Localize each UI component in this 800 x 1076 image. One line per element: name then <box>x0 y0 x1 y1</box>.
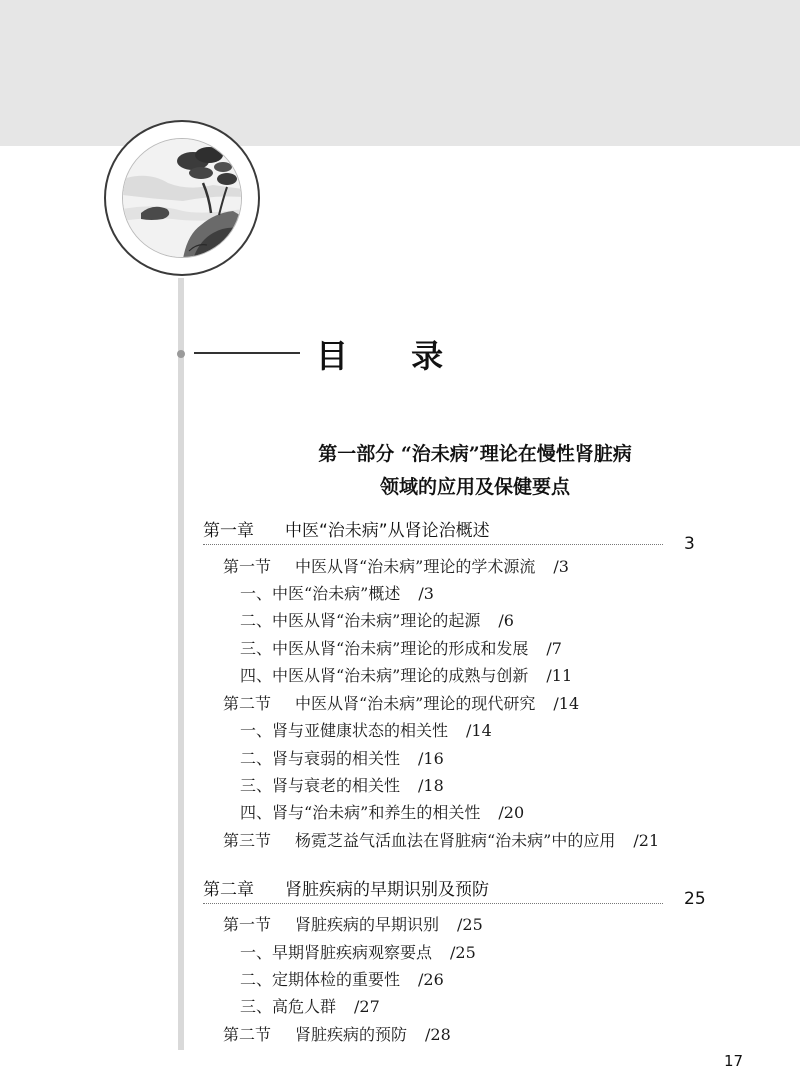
item-title: 二、中医从肾“治未病”理论的起源 <box>240 611 481 630</box>
toc-section[interactable] <box>223 554 569 577</box>
chapter-title: 中医“治未病”从肾论治概述 <box>285 521 490 541</box>
item-title: 一、早期肾脏疾病观察要点 <box>240 943 433 962</box>
chapter-number: 第一章 <box>203 521 254 541</box>
item-title: 四、肾与“治未病”和养生的相关性 <box>240 803 481 822</box>
section-title: 肾脏疾病的预防 <box>295 1025 408 1044</box>
sidebar-rule <box>178 278 184 1050</box>
section-number: 第一节 <box>223 915 272 934</box>
item-page: /6 <box>498 611 514 630</box>
chapter-page-number: 25 <box>684 889 706 909</box>
item-page: /11 <box>546 666 573 685</box>
item-page: /14 <box>466 721 492 740</box>
section-page: /25 <box>457 915 483 934</box>
section-number: 第一节 <box>223 557 272 576</box>
section-page: /28 <box>425 1025 451 1044</box>
section-page: /3 <box>553 557 569 576</box>
part-title-line2: 领域的应用及保健要点 <box>379 476 570 498</box>
chapter-heading[interactable] <box>203 516 663 545</box>
item-title: 二、定期体检的重要性 <box>240 970 401 989</box>
item-page: /18 <box>418 776 444 795</box>
item-page: /26 <box>418 970 444 989</box>
toc-item[interactable] <box>240 581 434 604</box>
item-page: /16 <box>418 749 444 768</box>
item-page: /27 <box>354 997 380 1016</box>
toc-item[interactable] <box>240 940 476 963</box>
item-title: 一、肾与亚健康状态的相关性 <box>240 721 449 740</box>
item-title: 四、中医从肾“治未病”理论的成熟与创新 <box>240 666 529 685</box>
item-title: 一、中医“治未病”概述 <box>240 584 401 603</box>
page-title: 目 录 <box>316 337 470 375</box>
chapter-number: 第二章 <box>203 880 254 900</box>
toc-section[interactable] <box>223 691 579 714</box>
page-number: 17 <box>724 1052 744 1070</box>
section-number: 第二节 <box>223 1025 272 1044</box>
item-title: 二、肾与衰弱的相关性 <box>240 749 401 768</box>
toc-item[interactable] <box>240 608 514 631</box>
toc-section[interactable] <box>223 828 659 851</box>
section-page: /21 <box>633 831 660 850</box>
section-title: 中医从肾“治未病”理论的现代研究 <box>295 694 536 713</box>
section-number: 第三节 <box>223 831 272 850</box>
item-page: /3 <box>418 584 434 603</box>
toc-item[interactable] <box>240 663 572 686</box>
toc-item[interactable] <box>240 718 492 741</box>
sidebar-dot <box>177 350 185 358</box>
toc-item[interactable] <box>240 636 562 659</box>
title-rule <box>194 352 300 354</box>
section-page: /14 <box>553 694 580 713</box>
toc-item[interactable] <box>240 800 524 823</box>
landscape-painting <box>123 139 242 258</box>
toc-item[interactable] <box>240 746 444 769</box>
toc-item[interactable] <box>240 967 444 990</box>
chapter-heading[interactable] <box>203 875 663 904</box>
item-page: /25 <box>450 943 476 962</box>
toc-section[interactable] <box>223 912 483 935</box>
chapter-page-number: 3 <box>684 534 695 554</box>
toc-item[interactable] <box>240 773 444 796</box>
toc-item[interactable] <box>240 994 380 1017</box>
landscape-emblem-icon <box>122 138 242 258</box>
section-title: 中医从肾“治未病”理论的学术源流 <box>295 557 536 576</box>
section-number: 第二节 <box>223 694 272 713</box>
toc-section[interactable] <box>223 1022 451 1045</box>
part-title-line1: 第一部分 “治未病”理论在慢性肾脏病 <box>318 443 632 465</box>
item-title: 三、高危人群 <box>240 997 337 1016</box>
chapter-title: 肾脏疾病的早期识别及预防 <box>285 880 489 900</box>
section-title: 杨霓芝益气活血法在肾脏病“治未病”中的应用 <box>295 831 616 850</box>
item-page: /20 <box>498 803 525 822</box>
header-band <box>0 0 800 146</box>
section-title: 肾脏疾病的早期识别 <box>295 915 440 934</box>
item-title: 三、肾与衰老的相关性 <box>240 776 401 795</box>
item-page: /7 <box>546 639 562 658</box>
item-title: 三、中医从肾“治未病”理论的形成和发展 <box>240 639 529 658</box>
